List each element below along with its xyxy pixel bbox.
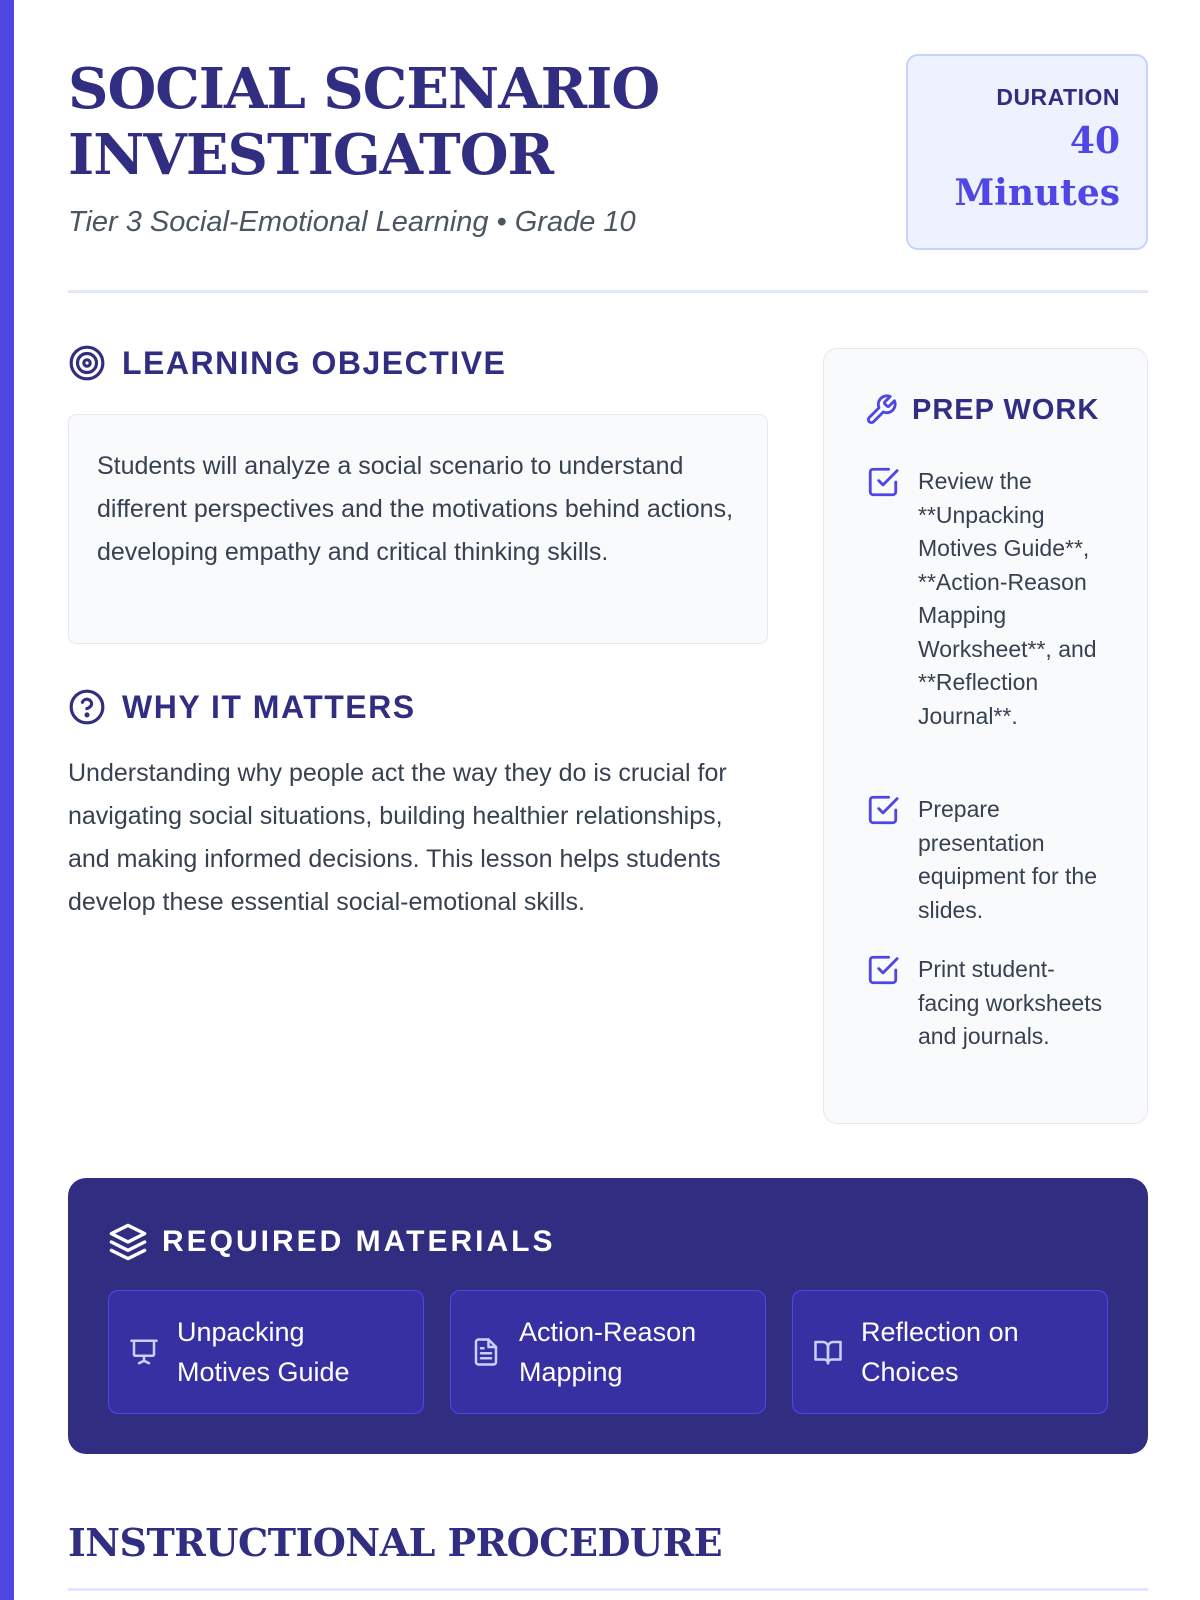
lesson-subtitle: Tier 3 Social-Emotional Learning • Grade 10 [68,206,636,238]
objective-text: Students will analyze a social scenario to understand different perspectives and the motivations behind actions, developing empathy and critical thinking skills. [68,414,768,644]
material-card-unpacking-motives[interactable] [108,1290,424,1414]
material-label: Reflection on Choices [861,1317,1019,1387]
prep-work-heading [864,393,1099,427]
procedure-heading: INSTRUCTIONAL PROCEDURE [68,1520,723,1565]
prep-item [866,793,1116,927]
document-icon [471,1337,501,1367]
material-label: Unpacking Motives Guide [177,1317,350,1387]
header-divider [68,290,1148,293]
prep-item-text: Prepare presentation equipment for the slides. [918,796,1098,923]
prep-item [866,465,1116,733]
prep-item-text: Print student-facing worksheets and journals. [918,956,1103,1049]
prep-work-card [823,348,1148,1124]
material-card-action-reason[interactable] [450,1290,766,1414]
checkbox-icon [866,793,900,827]
lesson-plan-page [68,0,1148,1565]
objective-heading [68,344,506,382]
material-card-reflection[interactable] [792,1290,1108,1414]
layers-icon [108,1222,148,1262]
target-icon [68,344,106,382]
lesson-title: SOCIAL SCENARIO INVESTIGATOR [68,56,660,188]
required-materials-panel [68,1178,1148,1454]
checkbox-icon [866,953,900,987]
why-heading [68,688,416,726]
wrench-icon [864,393,898,427]
prep-item [866,953,1116,1054]
procedure-divider [68,1588,1148,1591]
why-heading-label: WHY IT MATTERS [122,688,416,725]
prep-work-heading-label: PREP WORK [912,393,1100,426]
checkbox-icon [866,465,900,499]
prep-item-text: Review the **Unpacking Motives Guide**, **Action-Reason Mapping Worksheet**, and **Reflection Journal**. [918,468,1097,729]
duration-card [906,54,1148,250]
duration-label: DURATION [996,84,1120,110]
materials-heading-label: REQUIRED MATERIALS [162,1225,556,1258]
left-accent-bar [0,0,14,1600]
materials-heading [108,1222,555,1262]
lesson-header [68,0,1148,294]
objective-heading-label: LEARNING OBJECTIVE [122,344,507,381]
question-circle-icon [68,688,106,726]
book-open-icon [813,1337,843,1367]
material-label: Action-Reason Mapping [519,1317,697,1387]
why-text: Understanding why people act the way they do is crucial for navigating social situations, building healthier relationships, and making informed decisions. This lesson helps students develop these essential social-emotional skills. [68,759,727,916]
presentation-icon [129,1337,159,1367]
duration-value: 40 Minutes [954,120,1120,214]
